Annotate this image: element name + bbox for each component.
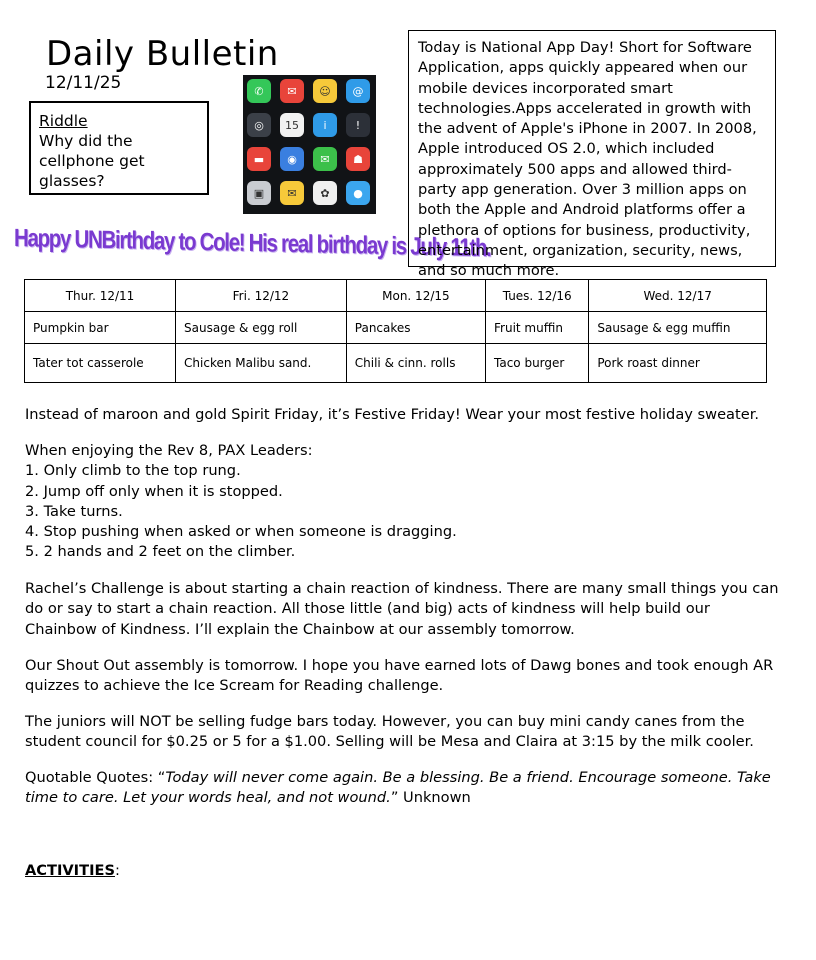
phone-app-icon: ✆: [247, 79, 271, 103]
rachels-challenge-paragraph: [25, 579, 785, 640]
chat-app-icon: ✉: [313, 147, 337, 171]
info-app-icon: i: [313, 113, 337, 137]
envelope-app-icon: ✉: [280, 181, 304, 205]
lunch-menu-table: [24, 279, 767, 383]
menu-lunch-row: [25, 344, 767, 383]
rev8-rule: 4. Stop pushing when asked or when someone is dragging.: [25, 523, 457, 541]
photos-app-icon: ✿: [313, 181, 337, 205]
menu-item: Tater tot casserole: [25, 344, 176, 383]
quote-close: ”: [390, 789, 399, 807]
rev8-rule: 5. 2 hands and 2 feet on the climber.: [25, 543, 296, 561]
menu-item: Fruit muffin: [486, 312, 589, 344]
compass-app-icon: ◎: [247, 113, 271, 137]
menu-day: Tues. 12/16: [486, 280, 589, 312]
exclamation-app-icon: !: [346, 113, 370, 137]
riddle-heading: Riddle: [39, 112, 88, 130]
festive-friday-text: Instead of maroon and gold Spirit Friday, it’s Festive Friday! Wear your most festive holiday sweater.: [25, 406, 760, 423]
activities-colon: :: [114, 862, 120, 879]
menu-day: Fri. 12/12: [176, 280, 347, 312]
menu-item: Pork roast dinner: [589, 344, 767, 383]
at-app-icon: @: [346, 79, 370, 103]
bubble-app-icon: ●: [346, 181, 370, 205]
menu-item: Pancakes: [346, 312, 485, 344]
shout-out-text: Our Shout Out assembly is tomorrow. I hope you have earned lots of Dawg bones and took enough AR quizzes to achieve the Ice Scream for Reading challenge.: [25, 657, 774, 695]
riddle-question: Why did the cellphone get glasses?: [39, 132, 145, 190]
menu-item: Chicken Malibu sand.: [176, 344, 347, 383]
menu-item: Pumpkin bar: [25, 312, 176, 344]
app-icons-image: [243, 75, 376, 214]
app-day-box: Today is National App Day! Short for Software Application, apps quickly appeared when our mobile devices incorporated smart technologies.Apps accelerated in growth with the advent of Apple's iPhone in 2007. In 2008, Apple introduced OS 2.0, which included approximately 500 apps and allowed third-party app generation. Over 3 million apps on both the Apple and Android platforms offer a plethora of options for business, productivity, entertainment, organization, security, news, and so much more.: [408, 30, 776, 267]
festive-friday-paragraph: [25, 405, 785, 425]
juniors-text: The juniors will NOT be selling fudge bars today. However, you can buy mini candy canes from the student council for $0.25 or 5 for a $1.00. Selling will be Mesa and Claira at 3:15 by the milk cooler.: [25, 713, 754, 751]
bulletin-date: 12/11/25: [45, 73, 122, 93]
menu-day: Wed. 12/17: [589, 280, 767, 312]
menu-item: Sausage & egg roll: [176, 312, 347, 344]
rev8-rule: 3. Take turns.: [25, 502, 123, 520]
app-icon-grid: [247, 79, 370, 205]
rev8-rule: 2. Jump off only when it is stopped.: [25, 482, 283, 500]
globe-app-icon: ◉: [280, 147, 304, 171]
car-app-icon: ▬: [247, 147, 271, 171]
menu-days-row: [25, 280, 767, 312]
menu-day: Mon. 12/15: [346, 280, 485, 312]
juniors-paragraph: [25, 712, 785, 753]
menu-item: Chili & cinn. rolls: [346, 344, 485, 383]
contacts-app-icon: ☗: [346, 147, 370, 171]
rev8-intro: When enjoying the Rev 8, PAX Leaders:: [25, 442, 313, 459]
quote-author: Unknown: [398, 789, 471, 807]
emoji-app-icon: ☺: [313, 79, 337, 103]
menu-breakfast-row: [25, 312, 767, 344]
menu-day: Thur. 12/11: [25, 280, 176, 312]
rev8-rules: [25, 441, 785, 563]
mail-app-icon: ✉: [280, 79, 304, 103]
menu-item: Sausage & egg muffin: [589, 312, 767, 344]
activities-heading: [25, 862, 120, 879]
quote-text: Today will never come again. Be a blessing. Be a friend. Encourage someone. Take time to care. Let your words heal, and not wound.: [25, 769, 771, 807]
birthday-banner: Happy UNBirthday to Cole! His real birthday is July 11th.: [14, 224, 491, 263]
rev8-rule: 1. Only climb to the top rung.: [25, 462, 241, 480]
quote-label: Quotable Quotes: “: [25, 769, 166, 786]
menu-item: Taco burger: [486, 344, 589, 383]
rachels-challenge-text: Rachel’s Challenge is about starting a chain reaction of kindness. There are many small things you can do or say to start a chain reaction. All those little (and big) acts of kindness will help build our Chainbow of Kindness. I’ll explain the Chainbow at our assembly tomorrow.: [25, 580, 779, 638]
quote-line: [25, 768, 785, 809]
calendar-app-icon: 15: [280, 113, 304, 137]
shout-out-paragraph: [25, 656, 785, 697]
bus-app-icon: ▣: [247, 181, 271, 205]
riddle-box: [29, 101, 209, 195]
activities-label: ACTIVITIES: [25, 862, 115, 879]
quotable-quotes-paragraph: [25, 768, 785, 809]
page-title: Daily Bulletin: [46, 34, 279, 74]
